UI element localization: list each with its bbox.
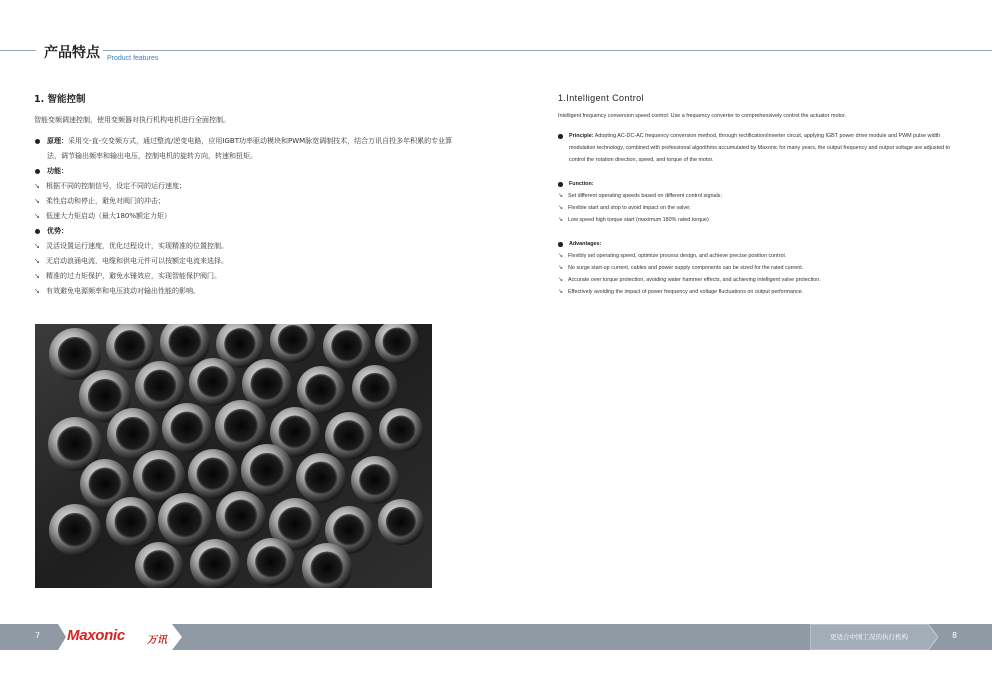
- sleeve-bore: [144, 370, 177, 403]
- sleeve-bore: [89, 468, 122, 501]
- sleeve-bore: [278, 507, 312, 541]
- cn-principle: [34, 134, 454, 164]
- sleeve-bore: [251, 368, 284, 401]
- en-intro: Intelligent frequency conversion speed control: Use a frequency converter to comprehensively control the actuator motor.: [558, 113, 846, 119]
- en-advantage-item: ↘ Effectively avoiding the impact of power frequency and voltage fluctuations on output performance.: [558, 286, 958, 298]
- cn-function-item: ↘ 根据不同的控制信号，设定不同的运行速度；: [34, 179, 454, 194]
- cn-function-item: ↘ 低速大力矩启动（最大180%额定力矩）: [34, 209, 454, 224]
- sleeve-bore: [250, 453, 284, 487]
- sleeve-bore: [279, 416, 312, 449]
- sleeve-bore: [199, 548, 232, 581]
- sleeve-bore: [114, 330, 146, 362]
- sleeve-bore: [225, 500, 258, 533]
- en-advantage-item: ↘ Accurate over torque protection, avoiding water hammer effects, and achieving intelligent valve protection.: [558, 274, 958, 286]
- header-rule-left: [0, 50, 36, 51]
- cn-function-item: ↘ 柔性启动和停止，避免对阀门的冲击；: [34, 194, 454, 209]
- metal-sleeves-photo: [35, 324, 432, 588]
- sleeve-bore: [305, 374, 337, 406]
- sleeve-bore: [360, 373, 390, 403]
- sleeve-bore: [278, 325, 308, 355]
- sleeve-bore: [224, 409, 258, 443]
- en-function-heading: Function:: [558, 178, 958, 190]
- sleeve-bore: [331, 330, 363, 362]
- sleeve-bore: [255, 546, 287, 578]
- sleeve-bore: [224, 328, 256, 360]
- en-principle: [558, 130, 958, 166]
- cn-heading: 1. 智能控制: [34, 94, 86, 105]
- sleeve-bore: [382, 327, 411, 356]
- page-number-left: 7: [35, 631, 41, 640]
- sleeve-bore: [359, 464, 391, 496]
- sleeve-bore: [197, 458, 230, 491]
- cn-advantage-item: ↘ 有效避免电源频率和电压波动对输出性能的影响。: [34, 284, 454, 299]
- en-function-item: ↘ Low speed high torque start (maximum 180% rated torque): [558, 214, 958, 226]
- english-section: [558, 92, 958, 298]
- cn-function-heading: 功能：: [34, 164, 454, 179]
- en-advantage-item: ↘ Flexibly set operating speed, optimize process design, and achieve precise position control.: [558, 250, 958, 262]
- sleeve-bore: [333, 420, 365, 452]
- sleeve-bore: [386, 415, 415, 444]
- sleeve-bore: [57, 426, 93, 462]
- page-title: 产品特点: [44, 45, 100, 61]
- en-function-item: ↘ Flexible start and stop to avoid impact on the valve;: [558, 202, 958, 214]
- maxonic-logo-cn: 万讯: [147, 635, 167, 646]
- sleeve-bore: [58, 337, 92, 371]
- cn-principle-label: 原理：: [47, 137, 68, 145]
- sleeve-bore: [169, 326, 202, 359]
- header-rule-right: [103, 50, 992, 51]
- en-advantage-item: ↘ No surge start-up current, cables and power supply components can be sized for the rated current.: [558, 262, 958, 274]
- sleeve-bore: [116, 417, 150, 451]
- cn-advantage-item: ↘ 灵活设置运行速度，优化过程设计，实现精准的位置控制。: [34, 239, 454, 254]
- sleeve-bore: [143, 550, 175, 582]
- page-subtitle: Product features: [107, 55, 159, 62]
- en-advantage-heading: Advantages:: [558, 238, 958, 250]
- slogan-text: 更适合中国工况的执行机构: [830, 633, 908, 641]
- page-number-right: 8: [952, 631, 958, 640]
- en-heading: 1.Intelligent Control: [558, 93, 644, 103]
- en-principle-label: Principle:: [569, 133, 594, 139]
- maxonic-logo: Maxonic: [67, 627, 125, 644]
- sleeve-bore: [115, 506, 148, 539]
- sleeve-bore: [58, 513, 92, 547]
- chinese-section: [34, 92, 454, 299]
- cn-intro: 智能变频调速控制，使用变频器对执行机构电机进行全面控制。: [34, 116, 230, 124]
- sleeve-bore: [142, 459, 176, 493]
- sleeve-bore: [167, 502, 203, 538]
- cn-advantage-item: ↘ 精准的过力矩保护，避免水锤效应，实现智能保护阀门。: [34, 269, 454, 284]
- sleeve-bore: [333, 514, 365, 546]
- sleeve-bore: [197, 366, 229, 398]
- cn-advantage-heading: 优势：: [34, 224, 454, 239]
- en-principle-text: Adopting AC-DC-AC frequency conversion method, through rectification/inverter circuit, applying IGBT power drive module and PWM pulse width modulation technology, combined with professional algorithms accumulated by Maxonic for many years, the output frequency and output voltage are adjusted to control the rotation direction, speed, and torque of the motor.: [569, 133, 951, 163]
- en-function-item: ↘ Set different operating speeds based on different control signals;: [558, 190, 958, 202]
- sleeve-bore: [305, 462, 338, 495]
- sleeve-bore: [88, 379, 122, 413]
- sleeve-bore: [386, 507, 416, 537]
- sleeve-bore: [171, 412, 204, 445]
- cn-principle-text: 采用交-直-交变频方式，通过整流/逆变电路，应用IGBT功率驱动模块和PWM脉宽调制技术，结合万讯自投多年积累的专业算法，调节输出频率和输出电压，控制电机的旋转方向，转速和扭矩。: [47, 137, 453, 160]
- sleeve-bore: [311, 552, 344, 585]
- cn-advantage-item: ↘ 无启动浪涌电流，电缆和供电元件可以按额定电流来选择。: [34, 254, 454, 269]
